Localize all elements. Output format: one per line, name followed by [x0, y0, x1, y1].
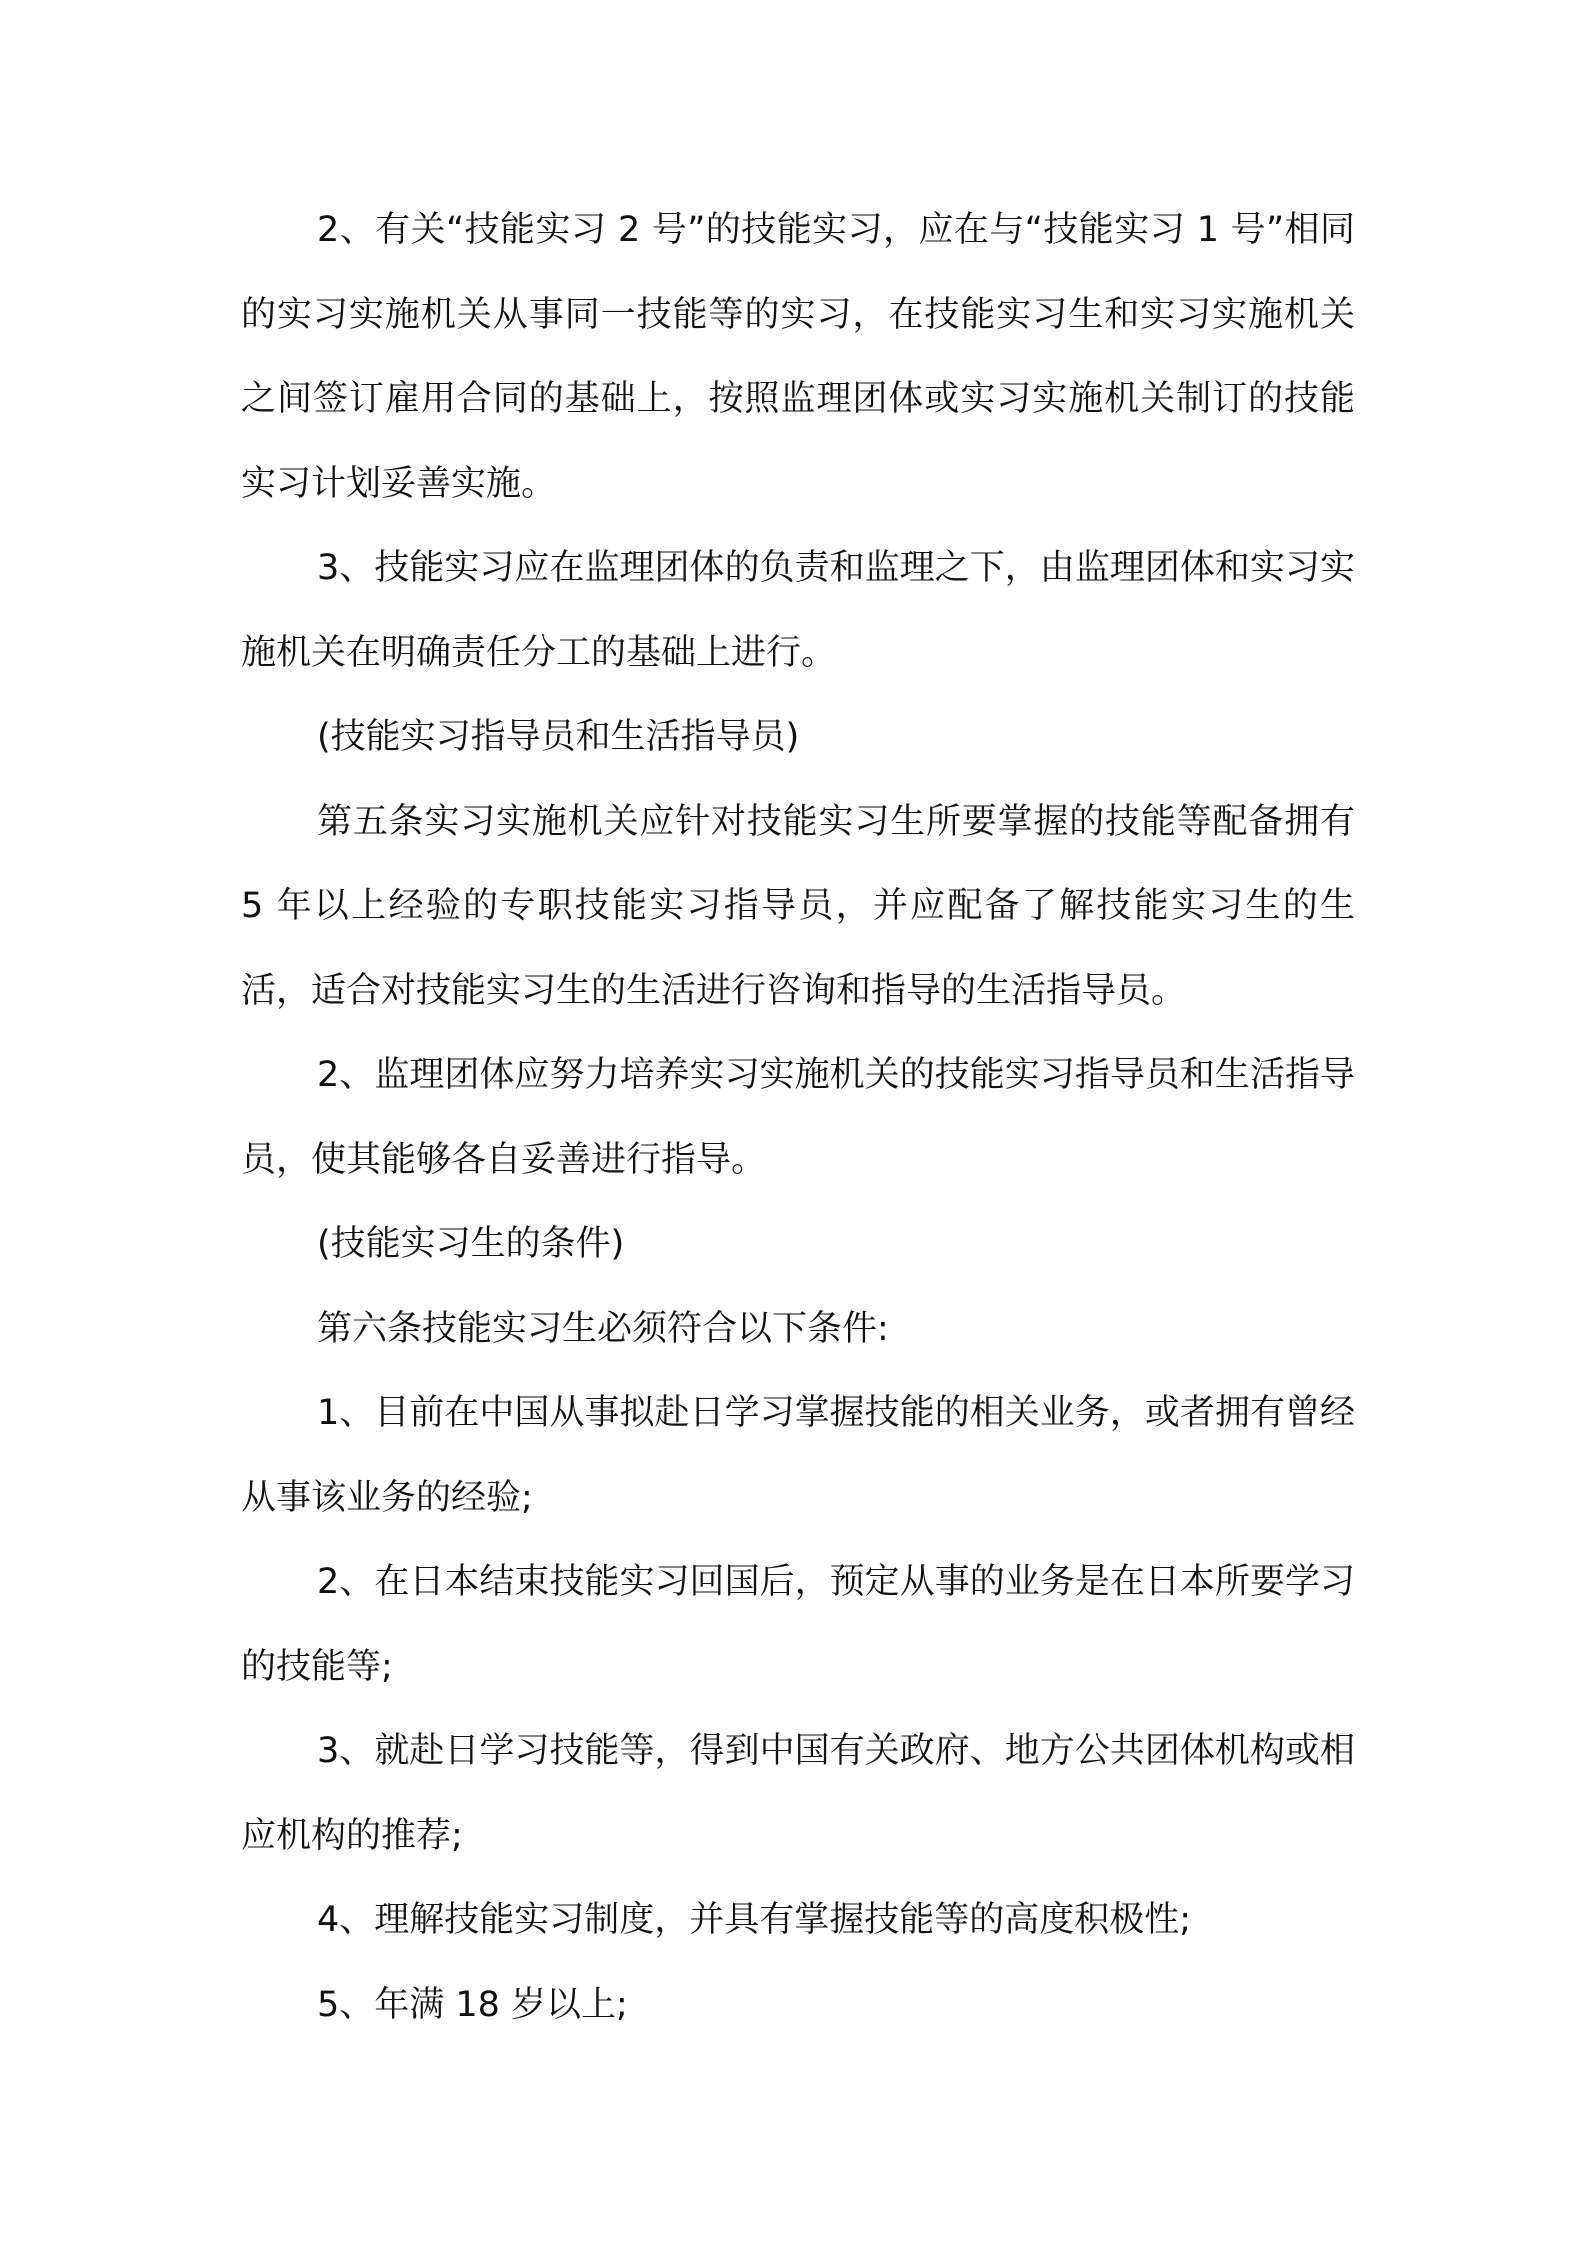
- paragraph-article-5: 第五条实习实施机关应针对技能实习生所要掌握的技能等配备拥有 5 年以上经验的专职技能实习指导员，并应配备了解技能实习生的生活，适合对技能实习生的生活进行咨询和指导的生活指导员。: [241, 801, 1355, 1011]
- paragraph-clause-4-item-3: 3、技能实习应在监理团体的负责和监理之下，由监理团体和实习实施机关在明确责任分工的基础上进行。: [241, 548, 1355, 673]
- paragraph-article-5-item-2: 2、监理团体应努力培养实习实施机关的技能实习指导员和生活指导员，使其能够各自妥善进行指导。: [241, 1055, 1355, 1180]
- section-heading-instructors: (技能实习指导员和生活指导员): [317, 717, 800, 757]
- paragraph-article-6: 第六条技能实习生必须符合以下条件:: [317, 1308, 889, 1349]
- paragraph-article-6-item-1: 1、目前在中国从事拟赴日学习掌握技能的相关业务，或者拥有曾经从事该业务的经验;: [241, 1393, 1355, 1518]
- paragraph-article-6-item-2: 2、在日本结束技能实习回国后，预定从事的业务是在日本所要学习的技能等;: [241, 1562, 1355, 1687]
- section-heading-trainee-conditions: (技能实习生的条件): [317, 1224, 625, 1264]
- paragraph-article-6-item-3: 3、就赴日学习技能等，得到中国有关政府、地方公共团体机构或相应机构的推荐;: [241, 1731, 1355, 1856]
- paragraph-clause-4-item-2: 2、有关“技能实习 2 号”的技能实习，应在与“技能实习 1 号”相同的实习实施机关从事同一技能等的实习，在技能实习生和实习实施机关之间签订雇用合同的基础上，按照监理团体或实习实施机关制订的技能实习计划妥善实施。: [241, 210, 1355, 504]
- document-body: [241, 188, 1355, 2047]
- paragraph-article-6-item-5: 5、年满 18 岁以上;: [317, 1984, 628, 2025]
- paragraph-article-6-item-4: 4、理解技能实习制度，并具有掌握技能等的高度积极性;: [317, 1900, 1192, 1940]
